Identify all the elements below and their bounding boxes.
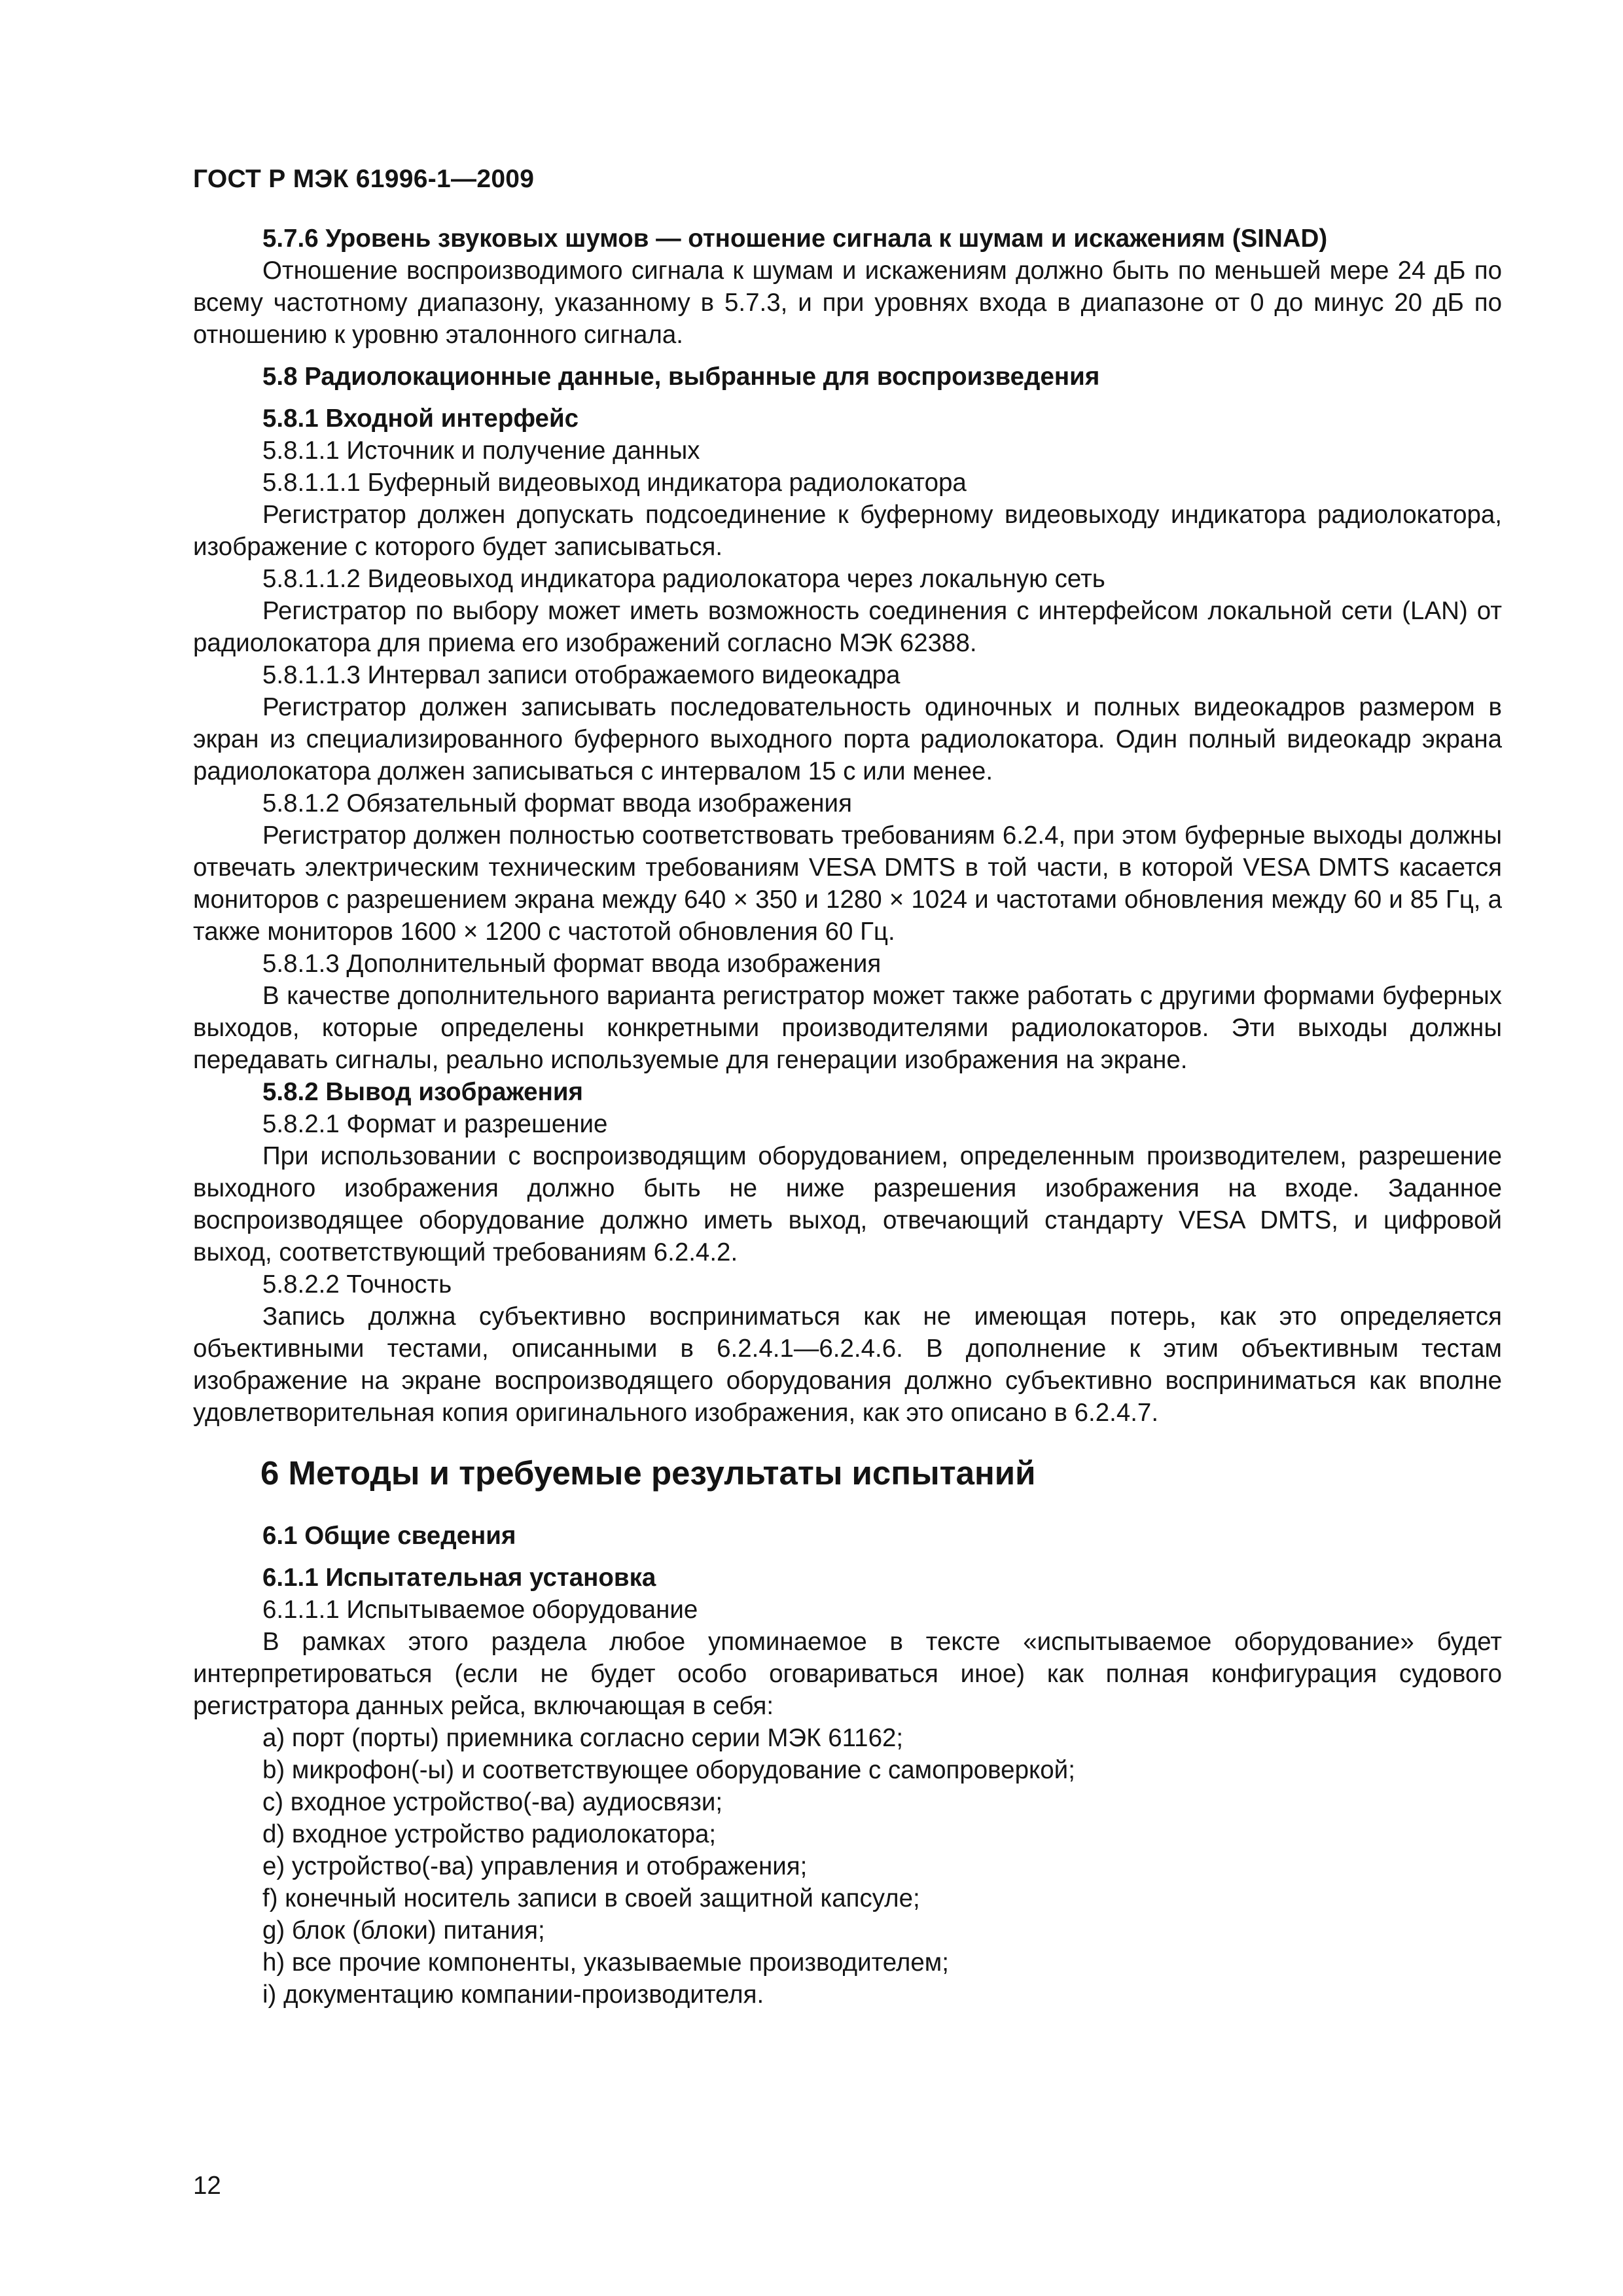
section-5-8-1-2-title: 5.8.1.2 Обязательный формат ввода изображения xyxy=(262,789,852,817)
section-5-8-1-3-title: 5.8.1.3 Дополнительный формат ввода изображения xyxy=(262,950,882,978)
page-content xyxy=(193,223,1502,2011)
section-5-8-1-2-text: Регистратор должен полностью соответствовать требованиям 6.2.4, при этом буферные выходы должны отвечать электрическим техническим требованиям VESA DMTS в той части, в которой VESA DMTS касается мониторов с разрешением экрана между 640 × 350 и 1280 × 1024 и частотами обновления между 60 и 85 Гц, а также мониторов 1600 × 1200 с частотой обновления 60 Гц. xyxy=(193,821,1502,946)
section-5-8-title: 5.8 Радиолокационные данные, выбранные для воспроизведения xyxy=(262,363,1100,391)
list-item: b) микрофон(-ы) и соответствующее оборудование с самопроверкой; xyxy=(262,1756,1075,1784)
section-6-1-1-1-title: 6.1.1.1 Испытываемое оборудование xyxy=(262,1596,698,1624)
section-5-8-1-1-3-title: 5.8.1.1.3 Интервал записи отображаемого видеокадра xyxy=(262,661,901,689)
section-5-8-2-1-title: 5.8.2.1 Формат и разрешение xyxy=(262,1110,608,1138)
section-5-8-1-1-title: 5.8.1.1 Источник и получение данных xyxy=(262,437,700,465)
list-item: d) входное устройство радиолокатора; xyxy=(262,1820,717,1848)
section-5-8-2-title: 5.8.2 Вывод изображения xyxy=(262,1078,583,1106)
list-item: g) блок (блоки) питания; xyxy=(262,1916,545,1945)
section-6-1-title: 6.1 Общие сведения xyxy=(262,1522,516,1550)
section-5-7-6-text: Отношение воспроизводимого сигнала к шумам и искажениям должно быть по меньшей мере 24 дБ по всему частотному диапазону, указанному в 5.7.3, и при уровнях входа в диапазоне от 0 до минус 20 дБ по отношению к уровню эталонного сигнала. xyxy=(193,257,1502,349)
section-5-8-1-1-1-title: 5.8.1.1.1 Буферный видеовыход индикатора радиолокатора xyxy=(262,469,967,497)
section-5-8-2-2-title: 5.8.2.2 Точность xyxy=(262,1270,452,1299)
section-6-1-1-1-text: В рамках этого раздела любое упоминаемое в тексте «испытываемое оборудование» будет интерпретироваться (если не будет особо оговариваться иное) как полная конфигурация судового регистратора данных рейса, включающая в себя: xyxy=(193,1628,1502,1720)
section-6-1-1-title: 6.1.1 Испытательная установка xyxy=(262,1564,656,1592)
section-5-8-1-1-1-text: Регистратор должен допускать подсоединение к буферному видеовыходу индикатора радиолокатора, изображение с которого будет записываться. xyxy=(193,501,1502,561)
section-5-8-1-title: 5.8.1 Входной интерфейс xyxy=(262,404,579,433)
list-item: e) устройство(-ва) управления и отображения; xyxy=(262,1852,808,1880)
page-number: 12 xyxy=(193,2172,221,2200)
list-item: h) все прочие компоненты, указываемые производителем; xyxy=(262,1948,949,1977)
list-item: f) конечный носитель записи в своей защитной капсуле; xyxy=(262,1884,920,1912)
section-5-8-2-1-text: При использовании с воспроизводящим оборудованием, определенным производителем, разрешение выходного изображения должно быть не ниже разрешения изображения на входе. Заданное воспроизводящее оборудование должно иметь выход, отвечающий стандарту VESA DMTS, и цифровой выход, соответствующий требованиям 6.2.4.2. xyxy=(193,1142,1502,1266)
section-5-8-1-3-text: В качестве дополнительного варианта регистратор может также работать с другими формами буферных выходов, которые определены конкретными производителями радиолокаторов. Эти выходы должны передавать сигналы, реально используемые для генерации изображения на экране. xyxy=(193,982,1502,1074)
equipment-list xyxy=(193,1722,1502,2011)
section-5-8-1-1-3-text: Регистратор должен записывать последовательность одиночных и полных видеокадров размером в экран из специализированного буферного выходного порта радиолокатора. Один полный видеокадр экрана радиолокатора должен записываться с интервалом 15 с или менее. xyxy=(193,693,1502,785)
list-item: c) входное устройство(-ва) аудиосвязи; xyxy=(262,1788,723,1816)
list-item: i) документацию компании-производителя. xyxy=(262,1981,764,2009)
section-6-title: 6 Методы и требуемые результаты испытаний xyxy=(260,1454,1036,1492)
section-5-8-2-2-text: Запись должна субъективно восприниматься как не имеющая потерь, как это определяется объективными тестами, описанными в 6.2.4.1—6.2.4.6. В дополнение к этим объективным тестам изображение на экране воспроизводящего оборудования должно субъективно восприниматься как вполне удовлетворительная копия оригинального изображения, как это описано в 6.2.4.7. xyxy=(193,1302,1502,1427)
section-5-8-1-1-2-title: 5.8.1.1.2 Видеовыход индикатора радиолокатора через локальную сеть xyxy=(262,565,1105,593)
document-header: ГОСТ Р МЭК 61996-1—2009 xyxy=(193,165,535,193)
list-item: a) порт (порты) приемника согласно серии МЭК 61162; xyxy=(262,1724,904,1752)
section-5-7-6-title: 5.7.6 Уровень звуковых шумов — отношение сигнала к шумам и искажениям (SINAD) xyxy=(262,224,1328,253)
section-5-8-1-1-2-text: Регистратор по выбору может иметь возможность соединения с интерфейсом локальной сети (LAN) от радиолокатора для приема его изображений согласно МЭК 62388. xyxy=(193,597,1502,657)
